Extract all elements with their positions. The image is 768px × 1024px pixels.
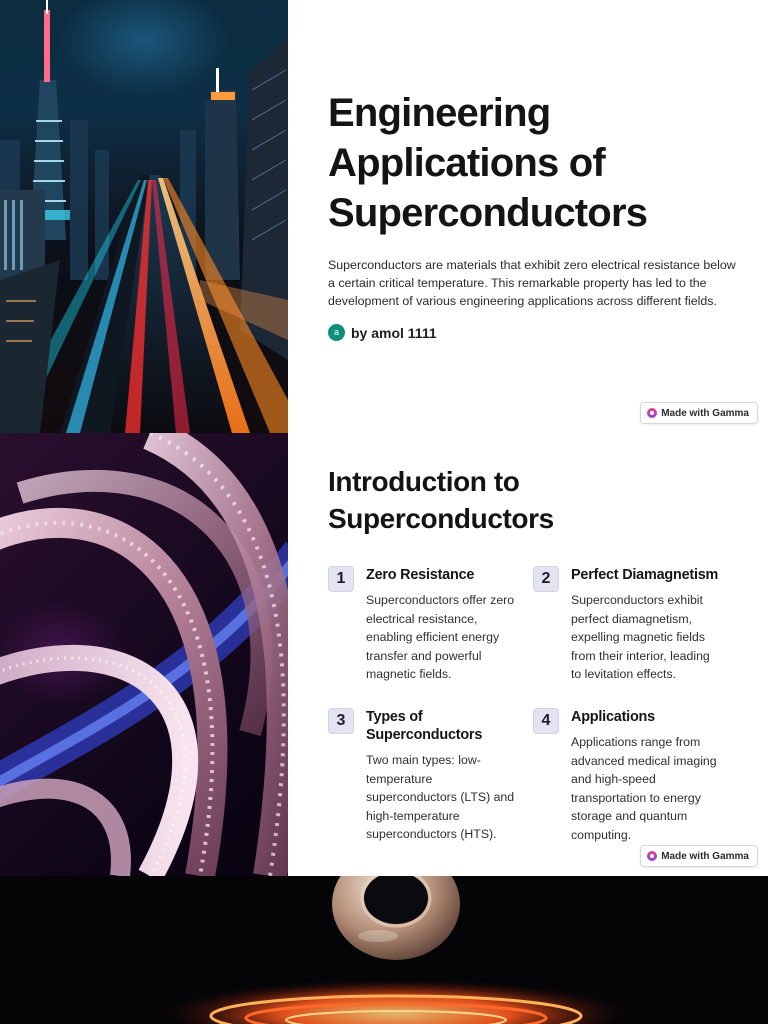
superconductor-cable-photo	[0, 433, 288, 876]
slide-introduction	[0, 433, 768, 876]
card-types-of-superconductors	[328, 708, 518, 844]
card-title: Zero Resistance	[366, 567, 475, 583]
slide-levitation-partial	[0, 876, 768, 1024]
card-applications	[533, 708, 723, 844]
card-title: Perfect Diamagnetism	[571, 567, 719, 583]
card-title: Applications	[571, 709, 655, 725]
badge-label: Made with Gamma	[661, 850, 749, 862]
title-section	[328, 88, 736, 238]
gamma-logo-icon	[647, 408, 657, 418]
city-night-photo	[0, 0, 288, 433]
avatar: a	[328, 324, 345, 341]
page-title: Engineering Applications of Superconductors	[328, 91, 648, 235]
card-number: 2	[533, 566, 559, 592]
made-with-gamma-badge[interactable]	[640, 402, 758, 424]
section-title: Introduction to Superconductors	[328, 466, 554, 534]
slide-title	[0, 0, 768, 433]
city-skyline-illustration	[0, 0, 288, 433]
levitation-illustration	[0, 876, 768, 1024]
card-zero-resistance	[328, 566, 518, 684]
levitating-ring-photo	[0, 876, 768, 1024]
card-body: Applications range from advanced medical imaging and high-speed transportation to energy storage and quantum computing.	[571, 735, 717, 842]
card-body: Superconductors offer zero electrical resistance, enabling efficient energy transfer and powerful magnetic fields.	[366, 593, 515, 681]
card-number: 3	[328, 708, 354, 734]
card-title: Types of Superconductors	[366, 709, 483, 743]
card-body: Two main types: low-temperature superconductors (LTS) and high-temperature superconductors (HTS).	[366, 753, 515, 841]
author-row	[328, 324, 736, 341]
cable-coils-illustration	[0, 433, 288, 876]
intro-description: Superconductors are materials that exhibit zero electrical resistance below a certain critical temperature. This remarkable property has led to the development of various engineering applications across different fields.	[328, 258, 736, 308]
author-info[interactable]	[328, 324, 736, 341]
description-section	[328, 256, 736, 310]
gamma-logo-icon	[647, 851, 657, 861]
intro-title-section	[328, 463, 736, 537]
card-body: Superconductors exhibit perfect diamagnetism, expelling magnetic fields from their interior, leading to levitation effects.	[571, 593, 710, 681]
card-perfect-diamagnetism	[533, 566, 723, 684]
card-number: 1	[328, 566, 354, 592]
badge-label: Made with Gamma	[661, 407, 749, 419]
card-number: 4	[533, 708, 559, 734]
made-with-gamma-badge[interactable]	[640, 845, 758, 867]
author-byline: by amol 1111	[351, 324, 437, 341]
